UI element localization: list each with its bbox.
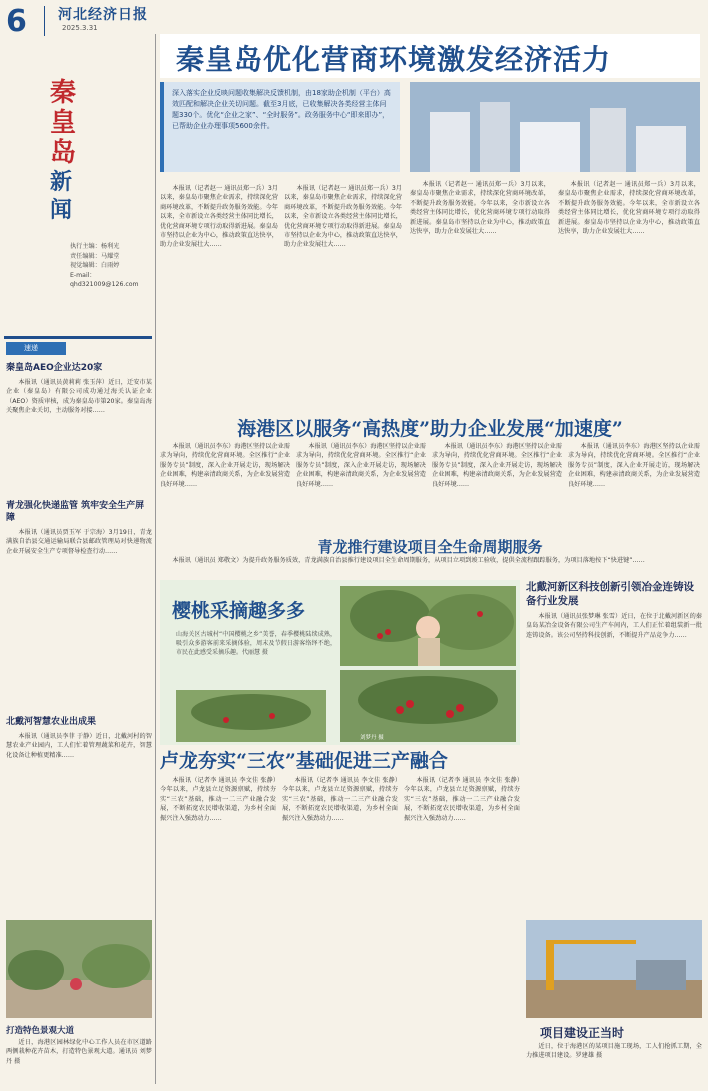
- main-headline-box: [160, 34, 700, 78]
- flash-headline: 秦皇岛AEO企业达20家: [6, 363, 103, 373]
- main-headline: 秦皇岛优化营商环境激发经济活力: [176, 43, 612, 76]
- qinglong-headline: 青龙推行建设项目全生命周期服务: [317, 538, 543, 556]
- beidaihe-body: 本报讯（通讯员张梦琳 张雪）近日，在位于北戴河新区的秦皇岛某冶金设备有限公司生产车间内，工人们正忙着组装新一批连铸设备。该公司坚持科技创新，不断提升产品竞争力……: [526, 613, 702, 639]
- cherry-photo: [340, 670, 516, 742]
- flash-body: 本报讯（通讯员黄莉莉 张玉萍）近日，迁安市某企业（秦皇岛）有限公司成功通过海关认证企业（AEO）资质审核，成为秦皇岛市第20家。秦皇岛海关聚焦企业关切，主动服务对接……: [6, 379, 152, 415]
- lulong-headline: 卢龙夯实“三农”基础促进三产融合: [160, 750, 448, 772]
- editors-box: [70, 242, 152, 290]
- editor-line: 执行主编：杨利光: [70, 243, 120, 250]
- haigang-body: 本报讯（通讯员李东）海港区坚持以企业需求为导向，持续优化营商环境。全区推行“企业服务专员”制度，深入企业开展走访，现场解决企业困难，构建亲清政商关系，为企业发展营造良好环境……: [432, 443, 562, 488]
- haigang-headline: 海港区以服务“高热度”助力企业发展“加速度”: [237, 418, 623, 440]
- flash-body: 本报讯（通讯员李菲 于静）近日，北戴河村的智慧农业产业园内，工人们忙着管理蔬菜和花卉，智慧化设备让种植更精准……: [6, 733, 152, 759]
- flash-photo: [6, 920, 152, 1018]
- main-story-body: 本报讯（记者赵一 通讯员郑一兵）3月以来，秦皇岛市聚焦企业需求，持续深化营商环境改革，不断提升政务服务效能。今年以来，全市新设立各类经营主体同比增长，优化营商环境专项行动取得新进展。秦皇岛市坚持以企业为中心，推动政策直达快享，助力企业发展壮大……: [160, 185, 278, 249]
- lead-box: 深入落实企业反映问题收集解决反馈机制，由18家助企机制（平台）高效匹配和解决企业关切问题。截至3月底，已收集解决各类经营主体问题330个。优化“企业之家”、“全时服务”。政务服务中心“即来即办”，已帮助企业办理事项5600余件。: [160, 82, 400, 172]
- project-photo: [526, 920, 702, 1018]
- paper-name: 河北经济日报: [58, 7, 148, 23]
- paper-date: 2025.3.31: [62, 24, 98, 32]
- main-story-body: 本报讯（记者赵一 通讯员郑一兵）3月以来，秦皇岛市聚焦企业需求，持续深化营商环境改革，不断提升政务服务效能。今年以来，全市新设立各类经营主体同比增长，优化营商环境专项行动取得新进展。秦皇岛市坚持以企业为中心，推动政策直达快享，助力企业发展壮大……: [558, 181, 700, 236]
- section-title: 新闻: [50, 169, 73, 223]
- flash-body: 本报讯（通讯员贾玉军 于宗海）3月19日，青龙满族自治县交通运输局联合县邮政管理局对快递物流企业开展安全生产专项督导检查行动……: [6, 529, 152, 555]
- editor-line: E-mail：qhd321009@126.com: [70, 271, 139, 288]
- haigang-body: 本报讯（通讯员李东）海港区坚持以企业需求为导向，持续优化营商环境。全区推行“企业服务专员”制度，深入企业开展走访，现场解决企业困难，构建亲清政商关系，为企业发展营造良好环境……: [160, 443, 290, 488]
- flash-headline: 青龙强化快递监管 筑牢安全生产屏障: [6, 501, 145, 523]
- beidaihe-story: [526, 580, 702, 912]
- main-photo: [410, 82, 700, 172]
- haigang-body: 本报讯（通讯员李东）海港区坚持以企业需求为导向，持续优化营商环境。全区推行“企业服务专员”制度，深入企业开展走访，现场解决企业困难，构建亲清政商关系，为企业发展营造良好环境……: [296, 443, 426, 488]
- cherry-photo-credit: 刘梦丹 摄: [360, 735, 384, 741]
- cherry-photo: [176, 690, 326, 742]
- lulong-body: 本报讯（记者李 通讯员 李文佳 张静）今年以来，卢龙县立足资源禀赋，持续夯实“三农”基础，推动一二三产业融合发展，不断拓宽农民增收渠道，为乡村全面振兴注入强劲动力……: [160, 777, 276, 822]
- lulong-body: 本报讯（记者李 通讯员 李文佳 张静）今年以来，卢龙县立足资源禀赋，持续夯实“三农”基础，推动一二三产业融合发展，不断拓宽农民增收渠道，为乡村全面振兴注入强劲动力……: [404, 777, 520, 822]
- cherry-headline: 樱桃采摘趣多多: [172, 600, 306, 622]
- cherry-caption: 山海关区古城村“中国樱桃之乡”美誉，春季樱桃陆续成熟，吸引众多游客前来采摘体验，周末及节假日游客络绎不绝，市民在此感受采摘乐趣。代丽慧 摄: [176, 631, 336, 656]
- flash-photo-caption: 近日，海港区园林绿化中心工作人员在市区道路两侧栽种花卉苗木，打造特色景观大道。通讯员 刘梦丹 摄: [6, 1039, 152, 1065]
- flash-tag: 速递: [6, 342, 66, 355]
- flash-photo-title: 打造特色景观大道: [6, 1026, 75, 1036]
- column-divider: [155, 34, 156, 1084]
- project-photo-caption: 近日，位于海港区的某项目施工现场，工人们抢抓工期，全力推进项目建设。罗建雄 摄: [526, 1043, 702, 1060]
- project-photo-title: 项目建设正当时: [540, 1026, 625, 1040]
- main-story-body: 本报讯（记者赵一 通讯员郑一兵）3月以来，秦皇岛市聚焦企业需求，持续深化营商环境改革，不断提升政务服务效能。今年以来，全市新设立各类经营主体同比增长，优化营商环境专项行动取得新进展。秦皇岛市坚持以企业为中心，推动政策直达快享，助力企业发展壮大……: [410, 181, 550, 236]
- cherry-photo: [340, 586, 516, 666]
- left-column-rule: [4, 336, 152, 339]
- editor-line: 视觉编辑：白雨婷: [70, 262, 120, 269]
- page-number: 6: [6, 4, 27, 39]
- beidaihe-headline: 北戴河新区科技创新引领冶金连铸设备行业发展: [526, 581, 694, 607]
- lulong-body: 本报讯（记者李 通讯员 李文佳 张静）今年以来，卢龙县立足资源禀赋，持续夯实“三农”基础，推动一二三产业融合发展，不断拓宽农民增收渠道，为乡村全面振兴注入强劲动力……: [282, 777, 398, 822]
- masthead-divider: [44, 6, 45, 36]
- qinglong-body: 本报讯（通讯员 郑敬文）为提升政务服务质效，青龙满族自治县推行建设项目全生命周期服务，从项目立项到竣工验收，提供全流程跟踪服务，为项目落地按下“快进键”……: [172, 557, 645, 564]
- haigang-body: 本报讯（通讯员李东）海港区坚持以企业需求为导向，持续优化营商环境。全区推行“企业服务专员”制度，深入企业开展走访，现场解决企业困难，构建亲清政商关系，为企业发展营造良好环境……: [568, 443, 700, 488]
- editor-line: 责任编辑：马耀堂: [70, 252, 120, 260]
- flash-headline: 北戴河智慧农业出成果: [6, 717, 97, 727]
- main-story-body: 本报讯（记者赵一 通讯员郑一兵）3月以来，秦皇岛市聚焦企业需求，持续深化营商环境改革，不断提升政务服务效能。今年以来，全市新设立各类经营主体同比增长，优化营商环境专项行动取得新进展。秦皇岛市坚持以企业为中心，推动政策直达快享，助力企业发展壮大……: [284, 185, 402, 249]
- region-title: 秦皇岛: [50, 78, 77, 168]
